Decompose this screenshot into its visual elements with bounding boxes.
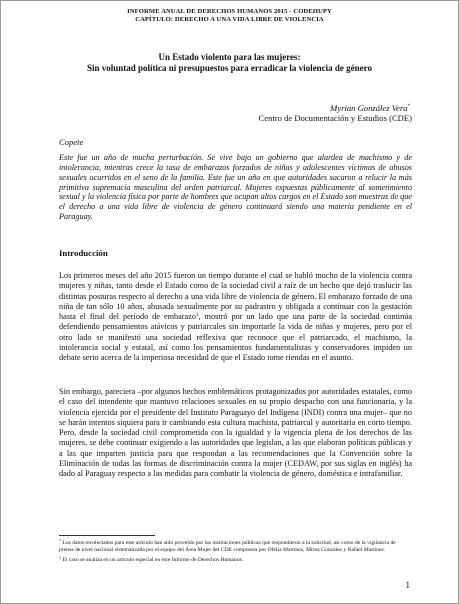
author-name bbox=[330, 102, 410, 113]
author-footnote-marker: * bbox=[407, 104, 410, 109]
footnotes bbox=[59, 538, 410, 564]
paragraph-1-text-a: Los primeros meses del año 2015 fueron un tiempo durante el cual se habló mucho de la violencia contra mujeres y niñas, tanto desde el Estado como de la sociedad civil a raíz de un hecho que dejó traslucir las distintas posturas respecto al derecho a una vida libre de violencia de género. El embarazo forzado de una niña de tan sólo 10 años, abusada sexualmente por su padrastro y obligada a continuar con la gestación hasta el final del período de embarazo bbox=[59, 271, 412, 322]
author-affiliation: Centro de Documentación y Estudios (CDE) bbox=[258, 113, 412, 123]
footnote-1-marker: 1 bbox=[59, 554, 61, 560]
footnote-separator bbox=[59, 535, 155, 536]
section-heading-introduccion: Introducción bbox=[59, 248, 108, 258]
page-number: 1 bbox=[405, 580, 410, 590]
header-chapter-title: CAPÍTULO: DERECHO A UNA VIDA LIBRE DE VIOLENCIA bbox=[135, 16, 324, 23]
paragraph-1-text-b: , mostró por un lado que una parte de la sociedad continúa defendiendo pensamientos atávicos y patriarcales sin importarle la vida de niñas y mujeres, pero por el otro lado se manifestó una sociedad reflexiva que reconoce que el patriarcado, el machismo, la intolerancia social y estatal, así como los pensamientos fundamentalistas y conservadores impiden un debate serio acerca de la imperiosa necesidad de que el Estado tome riendas en el asunto. bbox=[59, 312, 412, 363]
footnote-1-text: El caso se analiza en un artículo especial en este Informe de Derechos Humanos. bbox=[62, 556, 244, 563]
footnote-ref-1[interactable]: 1 bbox=[196, 313, 199, 319]
article-title-line1: Un Estado violento para las mujeres: bbox=[158, 52, 301, 62]
copete-heading: Copete bbox=[59, 137, 84, 147]
footnote-author-text: Los datos recolectados para este artículo han sido proveído por las instituciones públicas que respondieron a la solicitud, así como de la vigilancia de prensa de nivel nacional sistematizada por el equipo del Área Mujer del CDE compuesta por Ofelia Martínez, Mirna González y Rafael Martínez. bbox=[59, 540, 396, 553]
footnote-author-marker: * bbox=[59, 538, 61, 543]
article-title bbox=[31, 52, 428, 73]
footnote-1 bbox=[59, 555, 410, 564]
copete-text: Este fue un año de mucha perturbación. Se vive bajo un gobierno que alardea de machismo y de intolerancia, mientras crece la tasa de embarazos forzados de niñas y adolescentes víctimas de abusos sexuales ocurridos en el seno de la familia. Este fue un año en que autoridades sacaron a relucir la más primitiva supremacía masculina del orden patriarcal. Mujeres expuestas públicamente al sometimiento sexual y la violencia física por parte de hombres que ocupan altos cargos en el Estado son muestras de que el derecho a una vida libre de violencia de género continuará siendo una materia pendiente en el Paraguay. bbox=[59, 153, 412, 222]
article-subtitle: Sin voluntad política ni presupuestos para erradicar la violencia de género bbox=[86, 62, 373, 73]
header-report-title: INFORME ANUAL DE DERECHOS HUMANOS 2015 - CODEHUPY bbox=[127, 8, 332, 15]
body-paragraph-1 bbox=[59, 271, 412, 364]
author-name-text: Myrian González Vera bbox=[330, 103, 408, 113]
footnote-author bbox=[59, 538, 410, 554]
running-header bbox=[1, 8, 458, 24]
body-paragraph-2: Sin embargo, pareciera –por algunos hechos emblemáticos protagonizados por autoridades estatales, como el caso del intendente que mantuvo relaciones sexuales en su propio despacho con una funcionaria, y la violencia ejercida por el presidente del Instituto Paraguayo del Indígena (INDI) contra una mujer– que no se harán intentos siquiera para ir cambiando esta cultura machista, patriarcal y autoritaria en corto tiempo. Pero, desde la sociedad civil comprometida con la igualdad y la vigencia plena de los derechos de las mujeres, se debe continuar exigiendo a las autoridades que legislan, a las que elaboran políticas públicas y a las que imparten justicia para que respondan a las recomendaciones que la Convención sobre la Eliminación de todas las formas de discriminación contra la mujer (CEDAW, por sus siglas en inglés) ha dado al Paraguay respecto a las medidas para combatir la violencia de género, doméstica e intrafamiliar. bbox=[59, 387, 412, 479]
